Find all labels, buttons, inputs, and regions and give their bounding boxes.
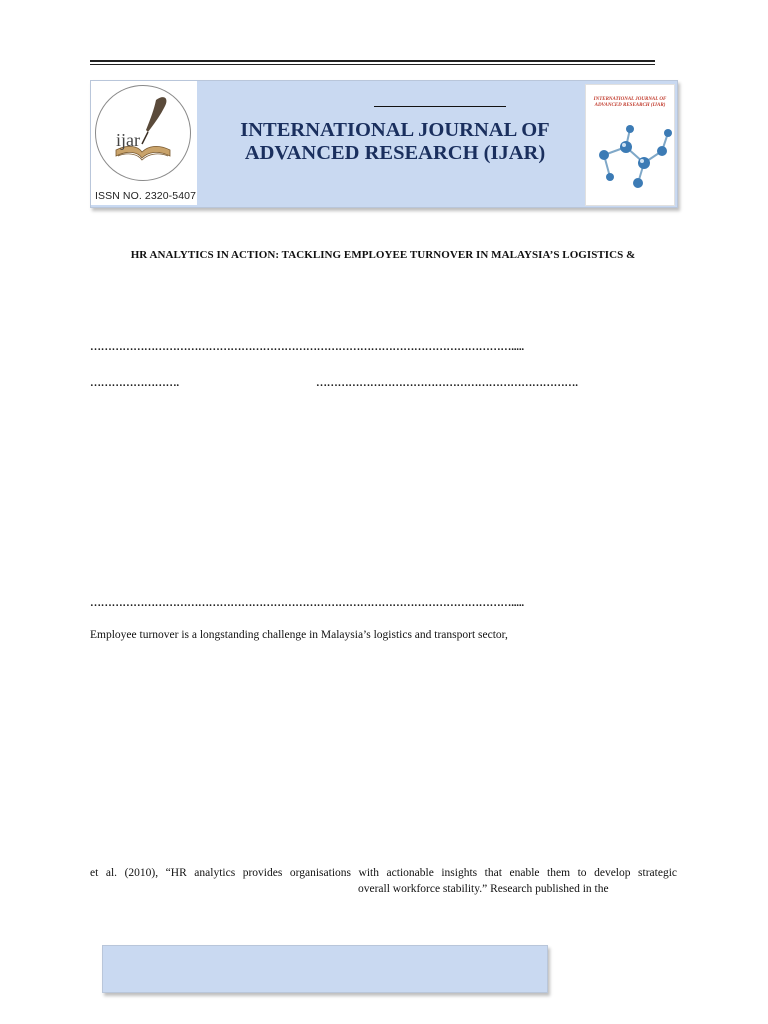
- journal-header-banner: [90, 80, 678, 208]
- separator-dots-left: …………………….: [90, 377, 179, 389]
- journal-title: [215, 119, 575, 165]
- journal-logo: [91, 81, 197, 205]
- paragraph-intro: Employee turnover is a longstanding challenge in Malaysia’s logistics and transport sector,: [90, 629, 508, 641]
- logo-circle: [95, 85, 191, 181]
- journal-title-line2: ADVANCED RESEARCH (IJAR): [244, 142, 546, 164]
- separator-dots-right: ……………………………………………………………….: [316, 377, 578, 389]
- issn-number: ISSN NO. 2320-5407: [95, 190, 197, 202]
- separator-dots-1: ……………………………………………………………………………………………………….....: [90, 341, 524, 353]
- molecule-icon: [586, 85, 674, 205]
- article-title: HR ANALYTICS IN ACTION: TACKLING EMPLOYEE TURNOVER IN MALAYSIA’S LOGISTICS &: [130, 249, 636, 261]
- quill-book-icon: [94, 84, 190, 180]
- paragraph-quote-line2: overall workforce stability.” Research published in the: [358, 883, 609, 895]
- footer-info-box: [102, 945, 548, 993]
- journal-title-line1: INTERNATIONAL JOURNAL OF: [240, 119, 550, 141]
- cover-title: INTERNATIONAL JOURNAL OF ADVANCED RESEARCH (IJAR): [593, 97, 667, 108]
- logo-text: ijar: [116, 130, 140, 150]
- journal-cover-thumbnail: [585, 84, 675, 206]
- separator-dots-2: ……………………………………………………………………………………………………….....: [90, 597, 524, 609]
- banner-underline: [374, 106, 506, 107]
- paragraph-quote-line1: et al. (2010), “HR analytics provides organisations with actionable insights that enable them to develop strategic: [90, 867, 677, 879]
- top-double-rule: [90, 60, 655, 65]
